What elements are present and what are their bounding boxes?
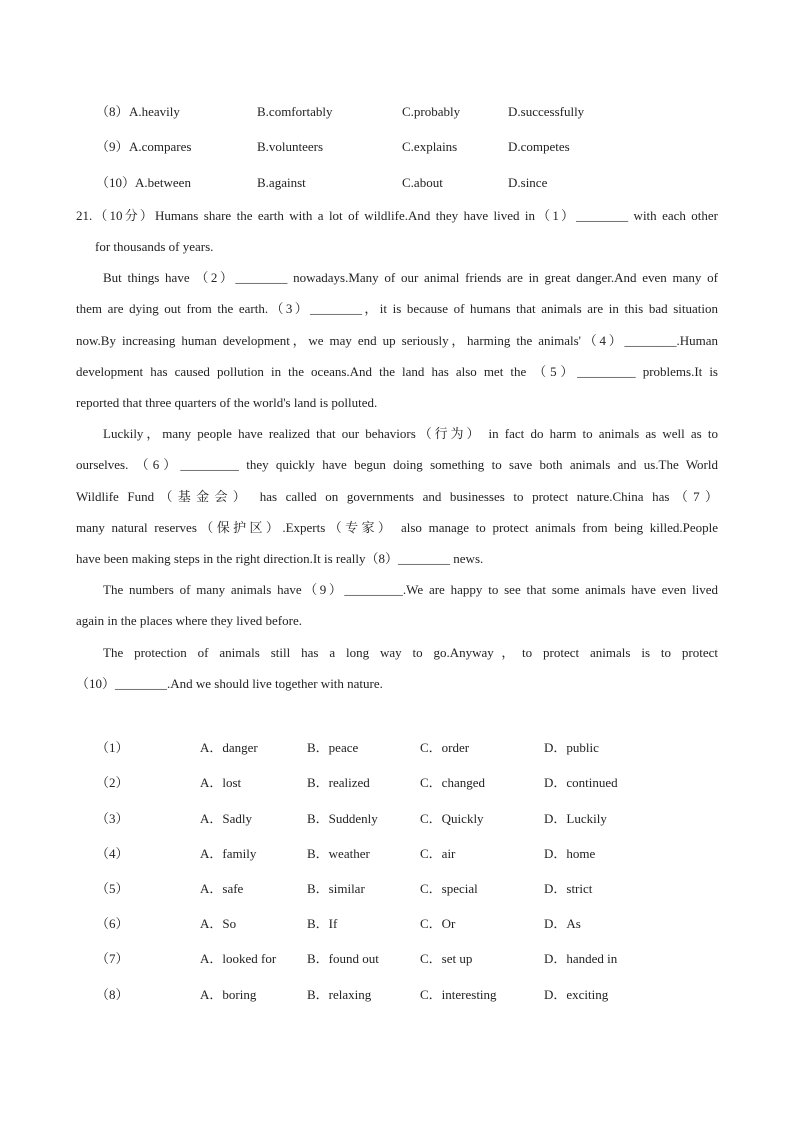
option-d: D．exciting: [544, 987, 609, 1002]
option-d: D．Luckily: [544, 811, 607, 826]
option-c: C．air: [420, 846, 456, 861]
passage-line: ourselves. （6）_________ they quickly have begun doing something to save both animals and us.The World: [76, 457, 718, 472]
option-b: B．found out: [307, 951, 379, 966]
option-number: （10）: [96, 175, 136, 190]
passage-line: reported that three quarters of the world's land is polluted.: [76, 395, 378, 410]
option-b: B．relaxing: [307, 987, 372, 1002]
option-number: （1）: [96, 740, 129, 755]
option-c: C．interesting: [420, 987, 497, 1002]
option-c: C.about: [402, 175, 443, 190]
option-d: D．continued: [544, 775, 618, 790]
option-d: D．handed in: [544, 951, 618, 966]
option-number: （8）: [96, 104, 129, 119]
passage-line: （10）________.And we should live together with nature.: [76, 676, 383, 691]
passage-line: for thousands of years.: [95, 239, 214, 254]
option-a: A.compares: [129, 139, 192, 154]
option-d: D．public: [544, 740, 599, 755]
option-number: （7）: [96, 951, 129, 966]
option-d: D.since: [508, 175, 548, 190]
option-c: C．changed: [420, 775, 485, 790]
option-row: [0, 809, 794, 829]
passage-line: Luckily，many people have realized that our behaviors（行为） in fact do harm to animals as well as to: [103, 426, 718, 441]
option-a: A．danger: [200, 740, 258, 755]
passage-line: The numbers of many animals have（9）_________.We are happy to see that some animals have even lived: [103, 582, 718, 597]
passage-line: But things have （2）________ nowadays.Many of our animal friends are in great danger.And even many of: [103, 270, 718, 285]
passage-line: 21.（10分）Humans share the earth with a lot of wildlife.And they have lived in（1）________ with each other: [76, 208, 718, 223]
option-row: [0, 985, 794, 1005]
prev-option-row: [0, 102, 794, 122]
option-number: （2）: [96, 775, 129, 790]
option-c: C.explains: [402, 139, 458, 154]
option-d: D．home: [544, 846, 596, 861]
option-number: （3）: [96, 811, 129, 826]
prev-option-row: [0, 137, 794, 157]
option-a: A．So: [200, 916, 237, 931]
passage-line: have been making steps in the right direction.It is really（8）________ news.: [76, 551, 484, 566]
option-row: [0, 844, 794, 864]
option-number: （4）: [96, 846, 129, 861]
option-row: [0, 914, 794, 934]
option-a: A．safe: [200, 881, 244, 896]
option-b: B．realized: [307, 775, 370, 790]
passage-line: The protection of animals still has a long way to go.Anyway，to protect animals is to protect: [103, 645, 718, 660]
option-b: B.volunteers: [257, 139, 324, 154]
option-a: A．family: [200, 846, 257, 861]
passage-line: them are dying out from the earth.（3）________，it is because of humans that animals are in this bad situation: [76, 301, 718, 316]
option-d: D.competes: [508, 139, 570, 154]
option-d: D.successfully: [508, 104, 585, 119]
option-b: B.comfortably: [257, 104, 333, 119]
option-c: C．order: [420, 740, 470, 755]
option-row: [0, 949, 794, 969]
option-row: [0, 738, 794, 758]
option-a: A.heavily: [129, 104, 180, 119]
option-d: D．As: [544, 916, 581, 931]
prev-option-row: [0, 173, 794, 193]
option-a: A．lost: [200, 775, 242, 790]
option-c: C．set up: [420, 951, 473, 966]
option-c: C．Or: [420, 916, 456, 931]
option-b: B．peace: [307, 740, 359, 755]
option-d: D．strict: [544, 881, 593, 896]
passage-line: Wildlife Fund（基金会） has called on governments and businesses to protect nature.China has（7）: [76, 489, 718, 504]
option-a: A．boring: [200, 987, 257, 1002]
option-b: B．weather: [307, 846, 370, 861]
option-b: B．similar: [307, 881, 365, 896]
option-number: （6）: [96, 916, 129, 931]
option-b: B．If: [307, 916, 338, 931]
passage-line: again in the places where they lived before.: [76, 613, 302, 628]
option-a: A．looked for: [200, 951, 277, 966]
passage-line: development has caused pollution in the oceans.And the land has also met the （5）_________ problems.It is: [76, 364, 718, 379]
option-c: C．special: [420, 881, 478, 896]
passage-line: many natural reserves（保护区）.Experts（专家） also manage to protect animals from being killed.People: [76, 520, 718, 535]
option-c: C.probably: [402, 104, 461, 119]
option-row: [0, 773, 794, 793]
option-c: C．Quickly: [420, 811, 484, 826]
option-b: B.against: [257, 175, 306, 190]
option-a: A.between: [135, 175, 191, 190]
option-number: （9）: [96, 139, 129, 154]
option-number: （5）: [96, 881, 129, 896]
option-a: A．Sadly: [200, 811, 253, 826]
option-number: （8）: [96, 987, 129, 1002]
option-row: [0, 879, 794, 899]
option-b: B．Suddenly: [307, 811, 378, 826]
passage-line: now.By increasing human development，we may end up seriously，harming the animals'（4）________.Human: [76, 333, 718, 348]
